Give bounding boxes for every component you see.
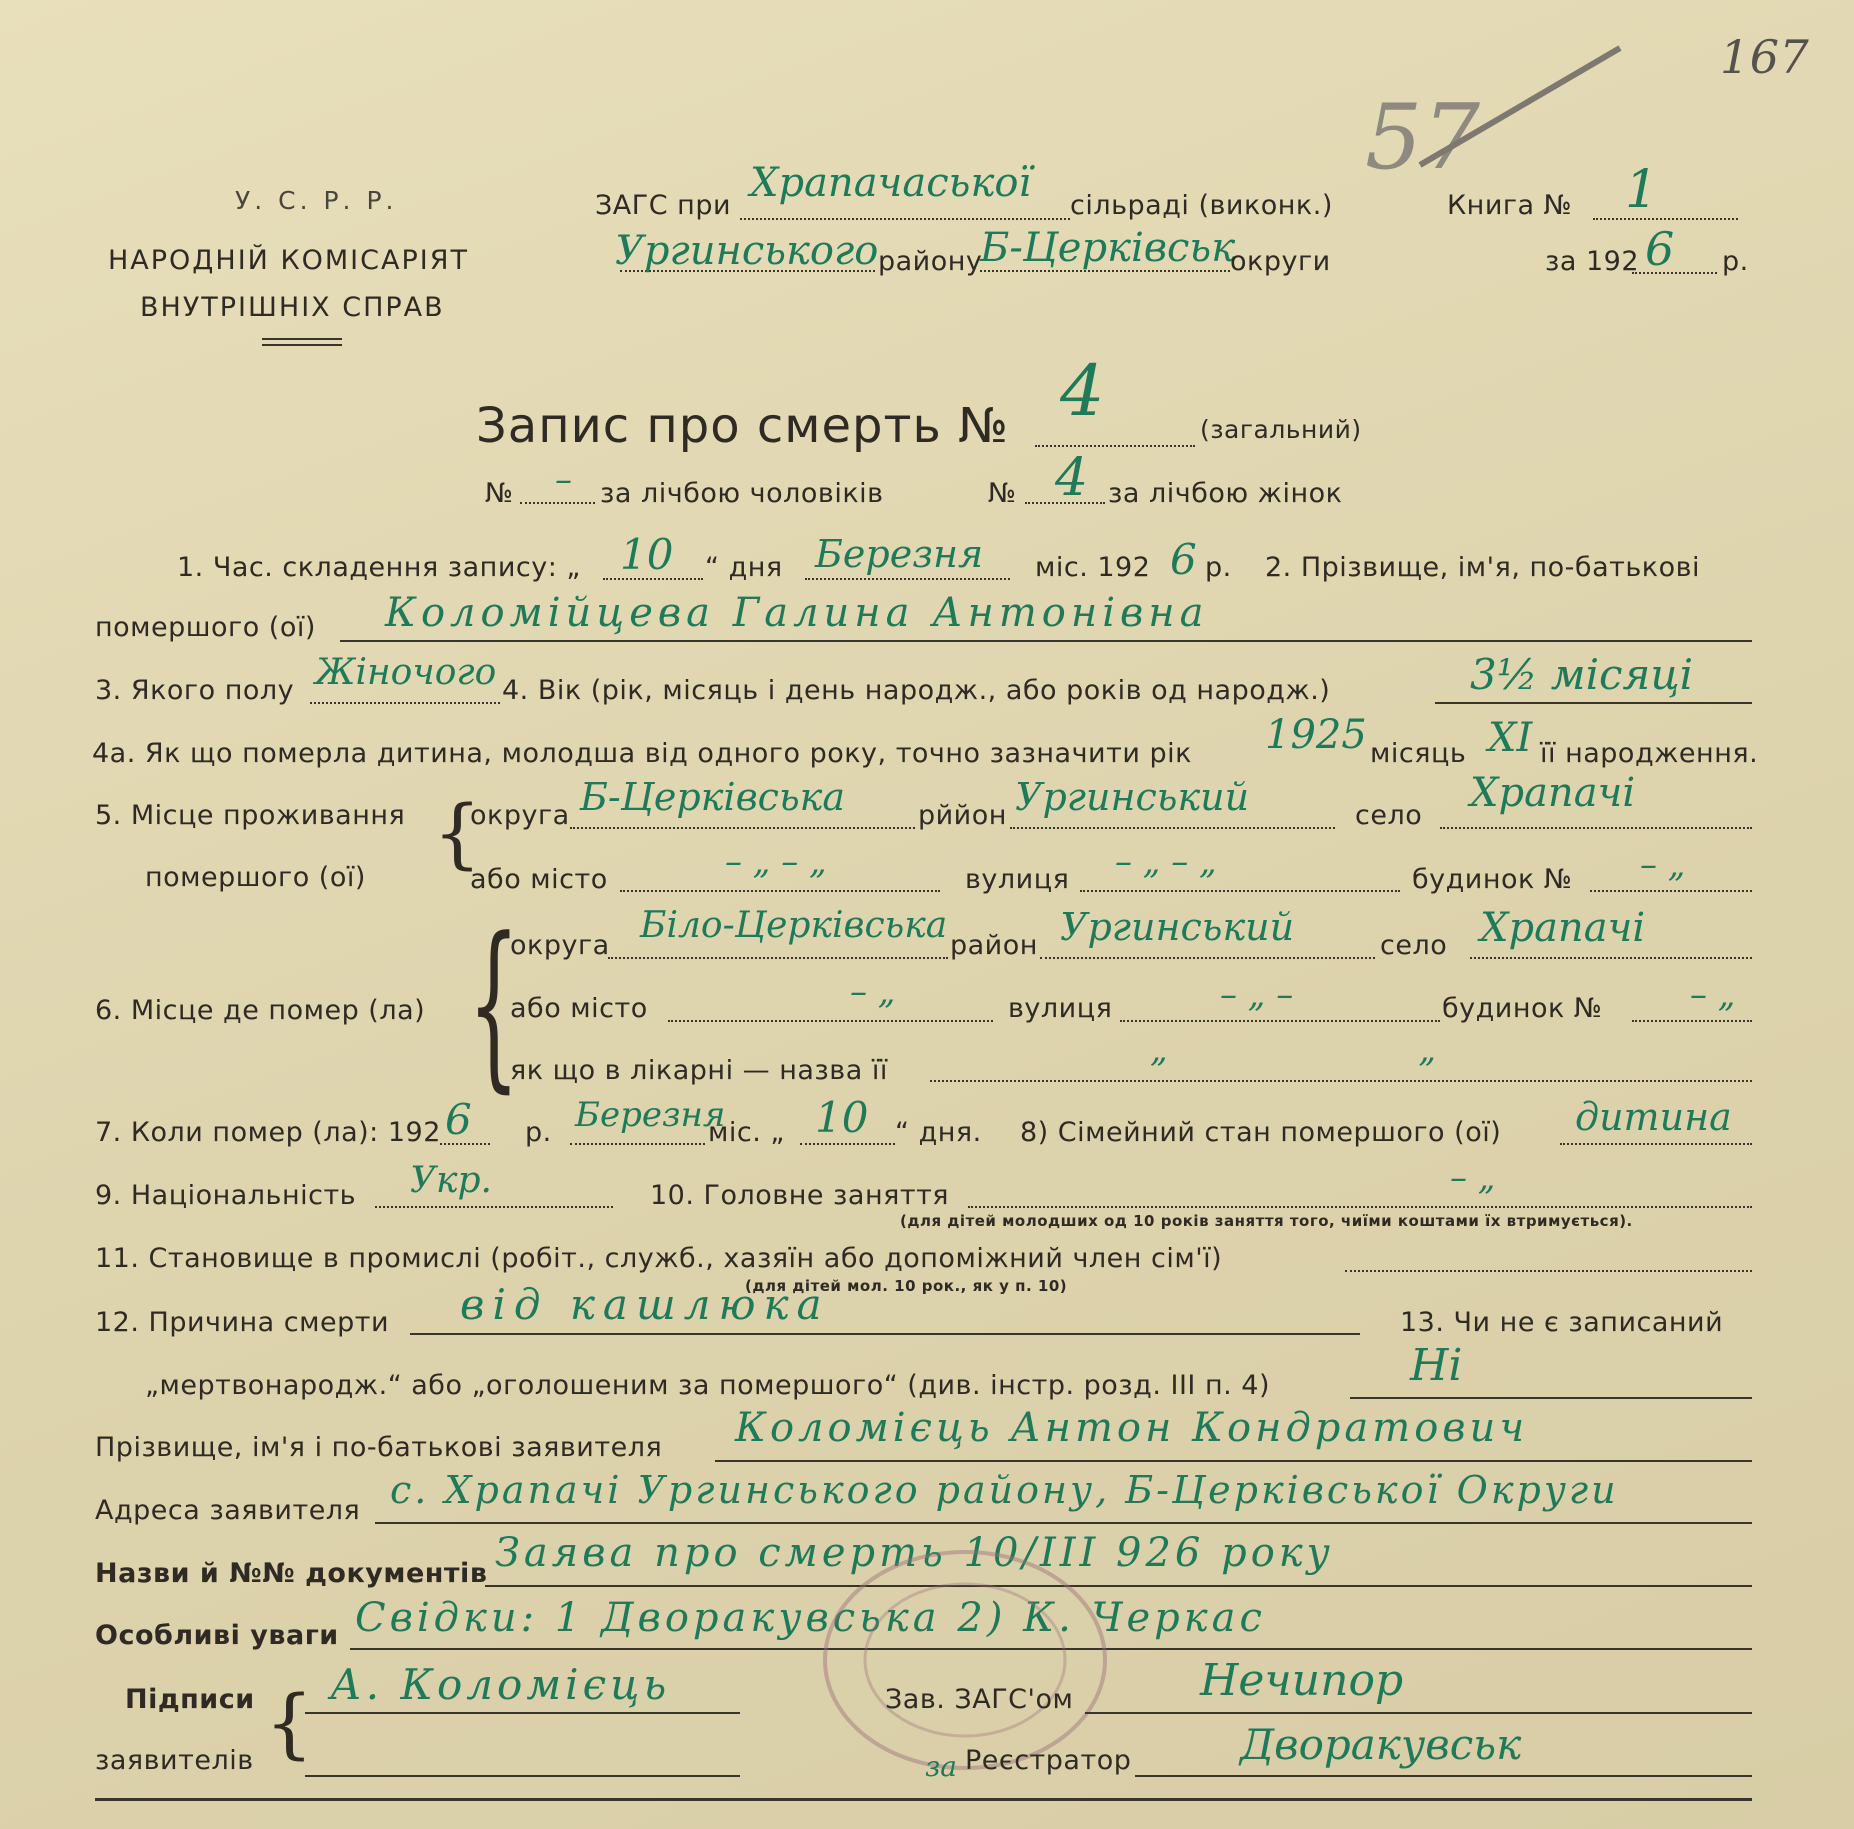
f5-brace: { bbox=[433, 788, 482, 877]
f3-line bbox=[310, 702, 500, 704]
deceased-name: Коломійцева Галина Антонівна bbox=[385, 590, 1209, 636]
page-title: Запис про смерть № bbox=[476, 398, 1009, 454]
f5-label-1: 5. Місце проживання bbox=[95, 800, 406, 831]
applicant-label: Прізвище, ім'я і по-батькові заявителя bbox=[95, 1432, 663, 1463]
commissariat-line-1: НАРОДНІЙ КОМІСАРІЯТ bbox=[108, 245, 469, 276]
zags-village-handwritten: Храпачаської bbox=[750, 160, 1032, 206]
f1-month-suffix: міс. 192 bbox=[1035, 552, 1151, 583]
f6-budynok-value: – „ bbox=[1690, 975, 1736, 1015]
f6-okruga-label: округа bbox=[510, 930, 610, 961]
header-rule-2 bbox=[262, 344, 342, 346]
docs-label: Назви й №№ документів bbox=[95, 1558, 488, 1589]
okrug-label: округи bbox=[1230, 246, 1331, 277]
men-count-label: за лічбою чоловіків bbox=[600, 478, 884, 509]
f7-day-line bbox=[800, 1143, 895, 1145]
f1-month-line bbox=[805, 578, 1010, 580]
raion-handwritten: Ургинського bbox=[615, 228, 879, 274]
f5-raion-label: рййон bbox=[918, 800, 1007, 831]
f3-label: 3. Якого полу bbox=[95, 675, 295, 706]
f5-misto-value: – „ – „ bbox=[725, 842, 827, 882]
zags-head-line bbox=[1085, 1712, 1752, 1714]
sign-label-2: заявителів bbox=[95, 1745, 254, 1776]
f1-day-value: 10 bbox=[620, 530, 674, 579]
f5-selo-line bbox=[1440, 827, 1752, 829]
f5-budynok-label: будинок № bbox=[1412, 864, 1573, 895]
f12-line bbox=[410, 1333, 1360, 1335]
f3-value: Жіночого bbox=[315, 652, 497, 693]
bottom-rule bbox=[95, 1798, 1752, 1801]
f6-misto-line bbox=[668, 1020, 993, 1022]
f10-line bbox=[968, 1206, 1752, 1208]
docs-line bbox=[485, 1585, 1752, 1587]
f6-okruga-value: Біло-Церківська bbox=[640, 905, 948, 946]
f1-day-suffix: “ дня bbox=[705, 552, 783, 583]
f5-okruga-value: Б-Церківська bbox=[580, 775, 845, 819]
registrar-signature: Дворакувськ bbox=[1240, 1720, 1522, 1769]
f9-line bbox=[375, 1206, 613, 1208]
f5-vulytsia-label: вулиця bbox=[965, 864, 1070, 895]
zags-line bbox=[740, 218, 1070, 220]
f5-okruga-line bbox=[570, 827, 915, 829]
f6-selo-line bbox=[1470, 957, 1752, 959]
year-handwritten: 6 bbox=[1645, 222, 1675, 276]
registrar-line bbox=[1135, 1775, 1752, 1777]
address-line bbox=[375, 1522, 1752, 1524]
women-count-label: за лічбою жінок bbox=[1108, 478, 1343, 509]
f6-selo-label: село bbox=[1380, 930, 1448, 961]
raion-label: району bbox=[878, 246, 983, 277]
f11-note: (для дітей мол. 10 рок., як у п. 10) bbox=[745, 1277, 1068, 1295]
f7-month-line bbox=[570, 1143, 705, 1145]
f8-value: дитина bbox=[1575, 1095, 1732, 1139]
f7-year: 6 bbox=[445, 1095, 472, 1144]
f6-budynok-line bbox=[1632, 1020, 1752, 1022]
f4-label: 4. Вік (рік, місяць і день народж., або років од народж.) bbox=[502, 675, 1331, 706]
f7-year-suffix: р. bbox=[525, 1117, 552, 1148]
f8-label: 8) Сімейний стан помершого (ої) bbox=[1020, 1117, 1502, 1148]
year-label: за 192 bbox=[1545, 246, 1640, 277]
f5-vulytsia-line bbox=[1080, 890, 1400, 892]
men-count-line bbox=[520, 502, 595, 504]
f10-note: (для дітей молодших од 10 років заняття того, чиїми коштами їх втримується). bbox=[900, 1212, 1633, 1230]
f6-vulytsia-label: вулиця bbox=[1008, 993, 1113, 1024]
address-label: Адреса заявителя bbox=[95, 1495, 361, 1526]
f9-value: Укр. bbox=[410, 1160, 493, 1201]
f11-line bbox=[1345, 1270, 1752, 1272]
f2-label: 2. Прізвище, ім'я, по-батькові bbox=[1265, 552, 1701, 583]
f6-okruga-line bbox=[608, 957, 948, 959]
f5-selo-label: село bbox=[1355, 800, 1423, 831]
f6-vulytsia-value: – „ – bbox=[1220, 975, 1294, 1015]
f5-raion-line bbox=[1010, 827, 1335, 829]
f1-month-value: Березня bbox=[815, 532, 984, 576]
header-rule-1 bbox=[262, 338, 342, 340]
sign-applicant-value: А. Коломієць bbox=[330, 1660, 671, 1709]
address-value: с. Храпачі Ургинського району, Б-Церківської Округи bbox=[390, 1468, 1619, 1512]
notes-value: Свідки: 1 Дворакувська 2) К. Черкас bbox=[355, 1595, 1266, 1641]
f4-line bbox=[1435, 702, 1752, 704]
okrug-handwritten: Б-Церківськ bbox=[980, 225, 1236, 271]
f11-label: 11. Становище в промислі (робіт., служб., хазяїн або допоміжний член сім'ї) bbox=[95, 1243, 1223, 1274]
deceased-label: помершого (ої) bbox=[95, 612, 316, 643]
f5-selo-value: Храпачі bbox=[1470, 770, 1636, 816]
f6-vulytsia-line bbox=[1120, 1020, 1440, 1022]
f13-label-2: „мертвонародж.“ або „оголошеним за помершого“ (див. інстр. розд. III п. 4) bbox=[145, 1370, 1271, 1401]
registrar-label: Реєстратор bbox=[965, 1745, 1132, 1776]
f6-misto-label: або місто bbox=[510, 993, 648, 1024]
book-label: Книга № bbox=[1447, 190, 1573, 221]
f9-label: 9. Національність bbox=[95, 1180, 357, 1211]
f7-month: Березня bbox=[575, 1095, 726, 1135]
sign-applicant-line-2 bbox=[305, 1775, 740, 1777]
sign-brace: { bbox=[265, 1678, 314, 1767]
f4a-label: 4а. Як що померла дитина, молодша від одного року, точно зазначити рік bbox=[92, 738, 1192, 769]
f6-likarnia-label: як що в лікарні — назва її bbox=[510, 1055, 888, 1086]
f13-line bbox=[1350, 1397, 1752, 1399]
year-suffix: р. bbox=[1722, 246, 1749, 277]
f4a-month: XI bbox=[1488, 715, 1533, 761]
f13-label: 13. Чи не є записаний bbox=[1400, 1307, 1724, 1338]
f5-misto-label: або місто bbox=[470, 864, 608, 895]
docs-value: Заява про смерть 10/III 926 року bbox=[495, 1530, 1334, 1576]
men-count-handwritten: – bbox=[555, 460, 572, 500]
f1-year-value: 6 bbox=[1170, 535, 1197, 584]
f4a-suffix: її народження. bbox=[1540, 738, 1759, 769]
deceased-line bbox=[340, 640, 1752, 642]
book-line bbox=[1593, 218, 1738, 220]
f7-month-suffix: міс. „ bbox=[708, 1117, 785, 1148]
pencil-page-number: 167 bbox=[1720, 30, 1810, 84]
f6-label: 6. Місце де помер (ла) bbox=[95, 995, 426, 1026]
f12-label: 12. Причина смерти bbox=[95, 1307, 390, 1338]
f6-selo-value: Храпачі bbox=[1480, 905, 1646, 951]
commissariat-line-2: ВНУТРІШНІХ СПРАВ bbox=[140, 292, 445, 323]
ussr-header: У. С. Р. Р. bbox=[235, 186, 398, 215]
registrar-prefix: за bbox=[925, 1750, 957, 1783]
f5-misto-line bbox=[620, 890, 940, 892]
zags-head-signature: Нечипор bbox=[1200, 1655, 1404, 1706]
f12-value: від кашлюка bbox=[460, 1280, 830, 1329]
notes-label: Особливі уваги bbox=[95, 1620, 339, 1651]
sign-label-1: Підписи bbox=[125, 1684, 255, 1715]
sign-applicant-line bbox=[305, 1712, 740, 1714]
pencil-slash bbox=[1410, 40, 1630, 170]
f6-misto-value: – „ bbox=[850, 972, 896, 1012]
f6-raion-label: район bbox=[950, 930, 1038, 961]
f6-likarnia-line bbox=[930, 1080, 1752, 1082]
pencil-mark: 57 bbox=[1365, 85, 1481, 190]
f5-vulytsia-value: – „ – „ bbox=[1115, 842, 1217, 882]
f6-brace: { bbox=[468, 900, 520, 1109]
f13-value: Ні bbox=[1410, 1340, 1463, 1391]
f6-raion-line bbox=[1040, 957, 1375, 959]
f1-label: 1. Час. складення запису: „ bbox=[177, 552, 581, 583]
title-number-line bbox=[1035, 445, 1195, 447]
title-suffix: (загальний) bbox=[1200, 415, 1362, 444]
f5-raion-value: Ургинський bbox=[1015, 775, 1250, 819]
women-count-handwritten: 4 bbox=[1055, 448, 1089, 508]
title-number-handwritten: 4 bbox=[1060, 350, 1105, 432]
f7-day-suffix: “ дня. bbox=[895, 1117, 982, 1148]
f6-likarnia-value: „ „ bbox=[1150, 1030, 1557, 1070]
women-count-prefix: № bbox=[988, 478, 1017, 509]
zags-head-label: Зав. ЗАГС'ом bbox=[885, 1684, 1074, 1715]
zags-suffix: сільраді (виконк.) bbox=[1070, 190, 1333, 221]
f4a-month-label: місяць bbox=[1370, 738, 1467, 769]
f7-day: 10 bbox=[815, 1093, 869, 1142]
f4a-year: 1925 bbox=[1265, 712, 1367, 758]
f5-budynok-value: – „ bbox=[1640, 845, 1686, 885]
f7-label: 7. Коли помер (ла): 192 bbox=[95, 1117, 441, 1148]
f5-budynok-line bbox=[1590, 890, 1752, 892]
applicant-value: Коломієць Антон Кондратович bbox=[735, 1405, 1529, 1451]
applicant-line bbox=[715, 1460, 1752, 1462]
f10-label: 10. Головне заняття bbox=[650, 1180, 950, 1211]
book-number-handwritten: 1 bbox=[1625, 160, 1659, 220]
zags-prefix: ЗАГС при bbox=[595, 190, 732, 221]
f10-value: – „ bbox=[1450, 1158, 1496, 1198]
f6-raion-value: Ургинський bbox=[1060, 905, 1295, 949]
men-count-prefix: № bbox=[485, 478, 514, 509]
f6-budynok-label: будинок № bbox=[1442, 993, 1603, 1024]
f8-line bbox=[1560, 1143, 1752, 1145]
f4-value: 3½ місяці bbox=[1470, 650, 1694, 699]
f1-year-suffix: р. bbox=[1205, 552, 1232, 583]
f5-label-2: помершого (ої) bbox=[145, 862, 366, 893]
f5-okruga-label: округа bbox=[470, 800, 570, 831]
round-stamp bbox=[815, 1545, 1115, 1775]
